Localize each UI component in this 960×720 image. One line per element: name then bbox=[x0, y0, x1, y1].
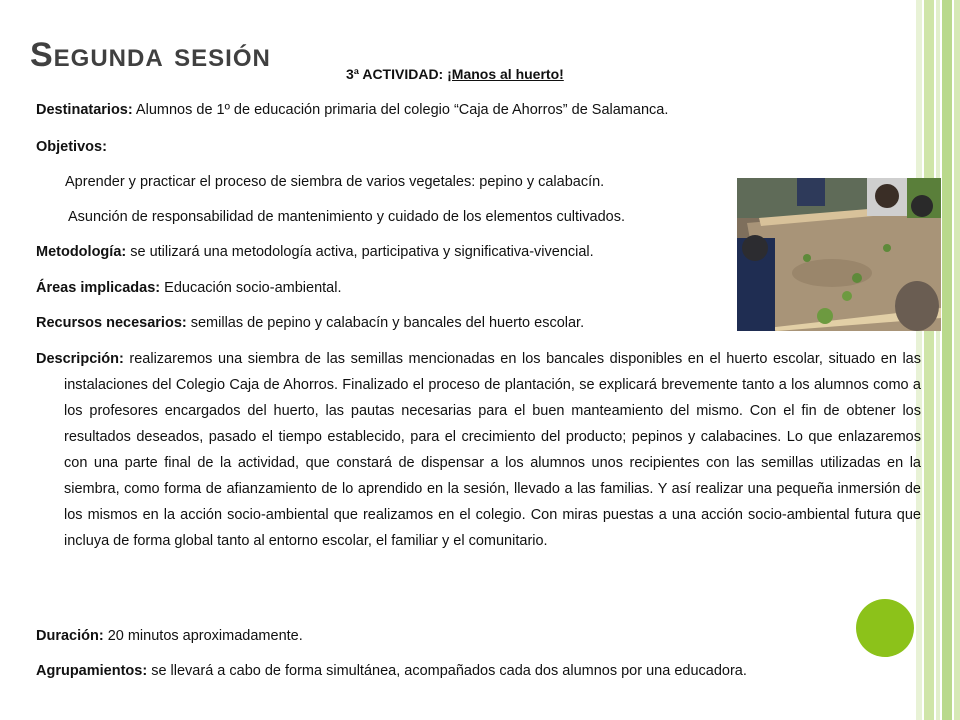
green-circle-decoration bbox=[856, 599, 914, 657]
destinatarios-text: Alumnos de 1º de educación primaria del colegio “Caja de Ahorros” de Salamanca. bbox=[132, 102, 669, 118]
activity-name: ¡Manos al huerto! bbox=[447, 66, 564, 82]
decorative-stripes bbox=[916, 0, 960, 720]
objetivos-row bbox=[36, 137, 107, 157]
destinatarios-row bbox=[36, 100, 668, 120]
destinatarios-label: Destinatarios: bbox=[36, 102, 133, 118]
descripcion-text: realizaremos una siembra de las semillas mencionadas en los bancales disponibles en el huerto escolar, situado en las instalaciones del Colegio Caja de Ahorros. Finalizado el proceso de plantación, se explicará brevemente tanto a los alumnos como a los profesores encargados del huerto, las pautas necesarias para el buen manteamiento del mismo. Con el fin de obtener los resultados deseados, pasado el tiempo establecido, para el crecimiento del producto; pepinos y calabacines. Lo que enlazaremos con una parte final de la actividad, que constará de dispensar a los alumnos unos recipientes con las semillas utilizadas en la siembra, como forma de afianzamiento de lo aprendido en la sesión, llevado a las familias. Y así realizar una pequeña inmersión de los mismos en la acción socio-ambiental que realizamos en el colegio. Con miras puestas a una acción socio-ambiental futura que incluya de forma global tanto al entorno escolar, el familiar y el comunitario. bbox=[64, 351, 921, 549]
duracion-row bbox=[36, 626, 303, 646]
duracion-label: Duración: bbox=[36, 628, 104, 644]
recursos-text: semillas de pepino y calabacín y bancales del huerto escolar. bbox=[186, 315, 585, 331]
areas-text: Educación socio-ambiental. bbox=[160, 280, 342, 296]
metodologia-text: se utilizará una metodología activa, participativa y significativa-vivencial. bbox=[126, 244, 594, 260]
descripcion-label: Descripción: bbox=[36, 351, 124, 367]
agrupamientos-text: se llevará a cabo de forma simultánea, acompañados cada dos alumnos por una educadora. bbox=[147, 663, 747, 679]
metodologia-label: Metodología: bbox=[36, 244, 127, 260]
recursos-row bbox=[36, 313, 584, 333]
objetivo-2: Asunción de responsabilidad de mantenimiento y cuidado de los elementos cultivados. bbox=[68, 209, 625, 225]
descripcion-paragraph bbox=[36, 346, 921, 554]
garden-photo bbox=[737, 178, 941, 331]
areas-row bbox=[36, 278, 341, 298]
activity-heading bbox=[346, 66, 564, 82]
agrupamientos-label: Agrupamientos: bbox=[36, 663, 148, 679]
objetivo-1: Aprender y practicar el proceso de siembra de varios vegetales: pepino y calabacín. bbox=[65, 174, 605, 190]
activity-prefix: 3ª ACTIVIDAD: bbox=[346, 66, 448, 82]
slide-title: Segunda sesión bbox=[30, 36, 271, 74]
objetivos-label: Objetivos: bbox=[36, 139, 107, 155]
metodologia-row bbox=[36, 242, 594, 262]
agrupamientos-row bbox=[36, 661, 747, 681]
duracion-text: 20 minutos aproximadamente. bbox=[103, 628, 303, 644]
areas-label: Áreas implicadas: bbox=[36, 280, 161, 296]
recursos-label: Recursos necesarios: bbox=[36, 315, 187, 331]
